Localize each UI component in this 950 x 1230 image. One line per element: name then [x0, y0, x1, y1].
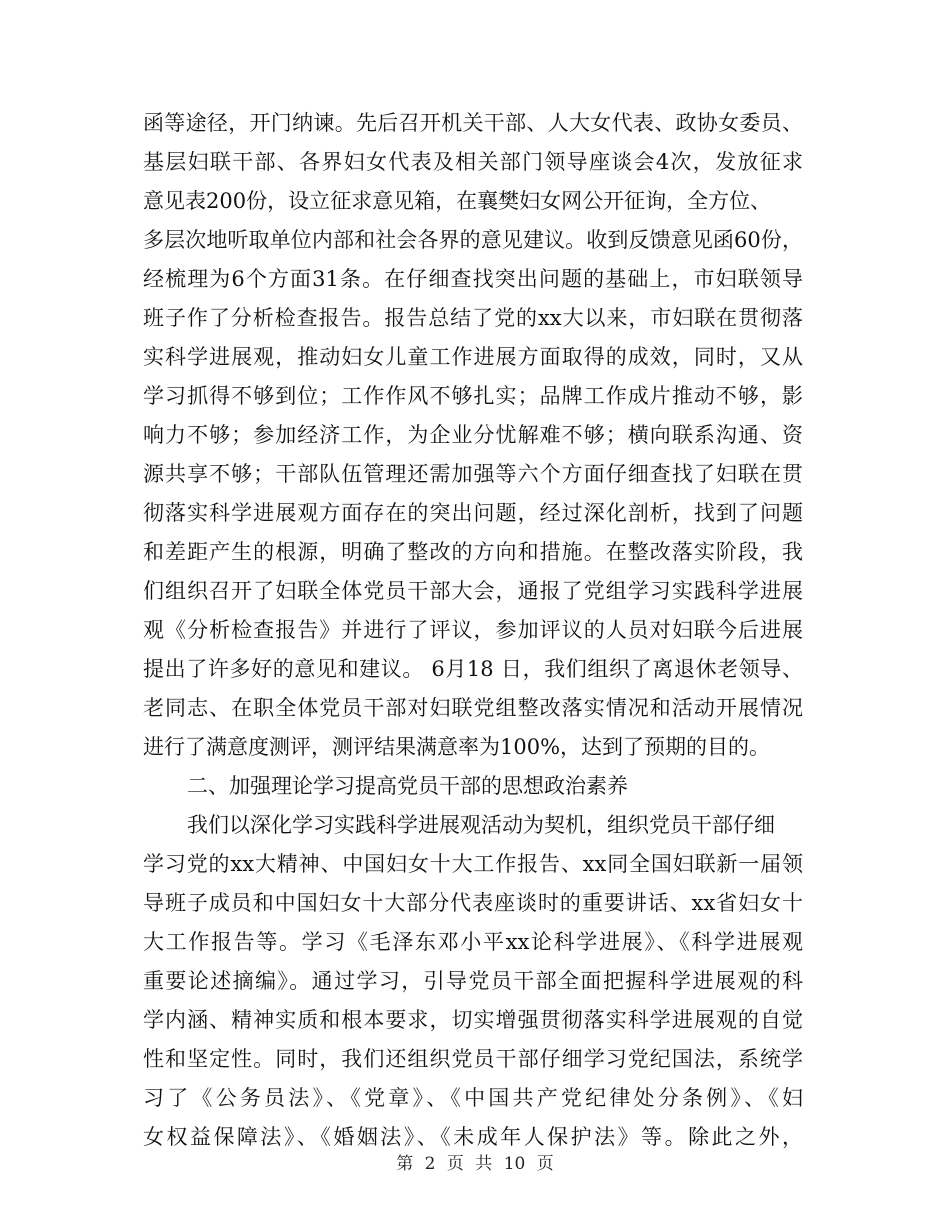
text-line: 基层妇联干部、各界妇女代表及相关部门领导座谈会4次，发放征求	[143, 150, 803, 174]
text-line: 实科学进展观，推动妇女儿童工作进展方面取得的成效，同时，又从	[143, 345, 803, 369]
text-line: 响力不够；参加经济工作，为企业分忧解难不够；横向联系沟通、资	[143, 423, 803, 447]
text-line: 学内涵、精神实质和根本要求，切实增强贯彻落实科学进展观的自觉	[143, 1008, 803, 1032]
text-line: 老同志、在职全体党员干部对妇联党组整改落实情况和活动开展情况	[143, 696, 803, 720]
text-line: 性和坚定性。同时，我们还组织党员干部仔细学习党纪国法，系统学	[143, 1047, 803, 1071]
text-line: 们组织召开了妇联全体党员干部大会，通报了党组学习实践科学进展	[143, 579, 803, 603]
text-line: 源共享不够；干部队伍管理还需加强等六个方面仔细查找了妇联在贯	[143, 462, 803, 486]
text-line: 导班子成员和中国妇女十大部分代表座谈时的重要讲话、xx省妇女十	[143, 891, 803, 915]
text-line: 学习抓得不够到位；工作作风不够扎实；品牌工作成片推动不够，影	[143, 384, 803, 408]
page-footer: 第 2 页 共 10 页	[396, 1154, 554, 1174]
text-line: 和差距产生的根源，明确了整改的方向和措施。在整改落实阶段，我	[143, 540, 803, 564]
text-line: 女权益保障法》、《婚姻法》、《未成年人保护法》等。除此之外，	[143, 1125, 803, 1149]
text-line: 习了《公务员法》、《党章》、《中国共产党纪律处分条例》、《妇	[143, 1086, 803, 1110]
text-line: 彻落实科学进展观方面存在的突出问题，经过深化剖析，找到了问题	[143, 501, 803, 525]
text-line: 二、加强理论学习提高党员干部的思想政治素养	[187, 774, 628, 798]
text-line: 意见表200份，设立征求意见箱，在襄樊妇女网公开征询，全方位、	[143, 189, 772, 213]
text-line: 进行了满意度测评，测评结果满意率为100%，达到了预期的目的。	[143, 735, 771, 759]
text-line: 大工作报告等。学习《毛泽东邓小平xx论科学进展》、《科学进展观	[143, 930, 803, 954]
text-line: 班子作了分析检查报告。报告总结了党的xx大以来，市妇联在贯彻落	[143, 306, 803, 330]
text-line: 函等途径，开门纳谏。先后召开机关干部、人大女代表、政协女委员、	[143, 111, 803, 135]
text-line: 重要论述摘编》。通过学习，引导党员干部全面把握科学进展观的科	[143, 969, 803, 993]
text-line: 学习党的xx大精神、中国妇女十大工作报告、xx同全国妇联新一届领	[143, 852, 803, 876]
text-line: 观《分析检查报告》并进行了评议，参加评议的人员对妇联今后进展	[143, 618, 803, 642]
document-body	[143, 104, 803, 1157]
text-line: 提出了许多好的意见和建议。 6月18 日，我们组织了离退休老领导、	[143, 657, 803, 681]
text-line: 我们以深化学习实践科学进展观活动为契机，组织党员干部仔细	[187, 813, 775, 837]
text-line: 经梳理为6个方面31条。在仔细查找突出问题的基础上，市妇联领导	[143, 267, 803, 291]
text-line: 多层次地听取单位内部和社会各界的意见建议。收到反馈意见函60份，	[143, 228, 803, 252]
